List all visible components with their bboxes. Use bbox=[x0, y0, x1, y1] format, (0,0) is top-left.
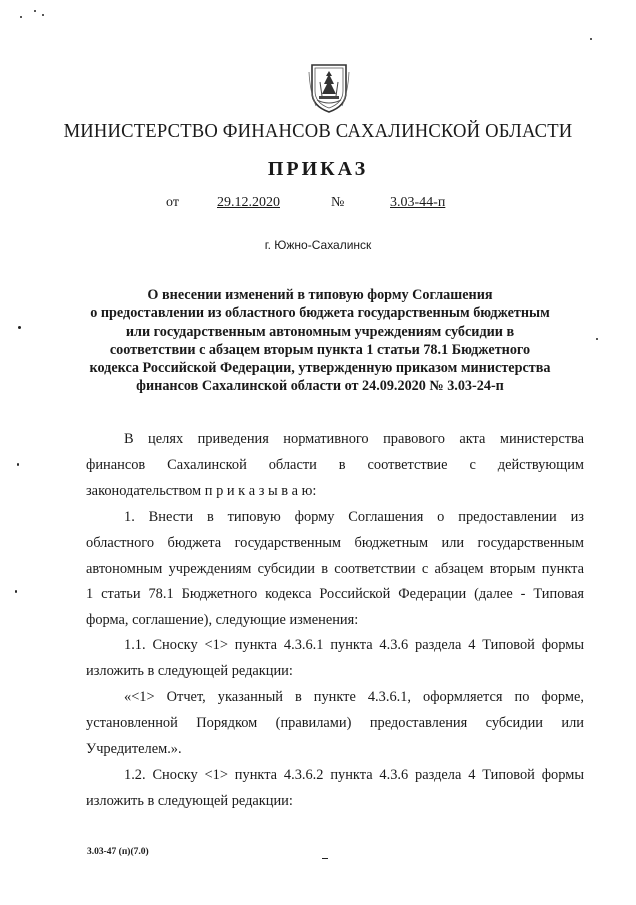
text-line: изложить в следующей редакции: bbox=[86, 792, 293, 809]
text-line: областного бюджета государственным бюджетным или государственным bbox=[86, 534, 584, 551]
scan-speck bbox=[42, 14, 44, 16]
city: г. Южно-Сахалинск bbox=[264, 238, 372, 252]
paragraph-item-1-2 bbox=[86, 763, 584, 815]
text-line: 1.2. Сноску <1> пункта 4.3.6.2 пункта 4.3.6 раздела 4 Типовой формы bbox=[124, 767, 584, 783]
heading-line: или государственным автономным учреждениям субсидии в bbox=[125, 323, 515, 340]
text-line: 1 статьи 78.1 Бюджетного кодекса Российской Федерации (далее - Типовая bbox=[86, 586, 584, 603]
heading-line: кодекса Российской Федерации, утвержденную приказом министерства bbox=[89, 360, 551, 377]
number-label: № bbox=[331, 195, 345, 210]
text-line: В целях приведения нормативного правового акта министерства bbox=[124, 431, 584, 447]
text-line: изложить в следующей редакции: bbox=[86, 662, 293, 679]
scan-speck bbox=[20, 16, 22, 18]
paragraph-preamble bbox=[86, 427, 584, 504]
text-line: финансов Сахалинской области в соответствие с действующим bbox=[86, 456, 584, 473]
scan-speck bbox=[590, 38, 592, 40]
scan-speck bbox=[322, 858, 328, 859]
text-line: 1. Внести в типовую форму Соглашения о предоставлении из bbox=[124, 509, 584, 525]
scan-speck bbox=[18, 326, 21, 329]
document-type: ПРИКАЗ bbox=[267, 158, 369, 180]
heading-line: соответствии с абзацем вторым пункта 1 статьи 78.1 Бюджетного bbox=[109, 341, 531, 358]
heading-line: о предоставлении из областного бюджета государственным бюджетным bbox=[90, 305, 550, 322]
order-number: 3.03-44-п bbox=[390, 195, 446, 210]
text-line: «<1> Отчет, указанный в пункте 4.3.6.1, оформляется по форме, bbox=[124, 689, 584, 705]
ministry-name: МИНИСТЕРСТВО ФИНАНСОВ САХАЛИНСКОЙ ОБЛАСТИ bbox=[63, 120, 573, 142]
text-line: форма, соглашение), следующие изменения: bbox=[86, 612, 359, 629]
heading-line: О внесении изменений в типовую форму Соглашения bbox=[147, 287, 493, 303]
paragraph-item-1 bbox=[86, 505, 584, 634]
scan-speck bbox=[17, 463, 19, 466]
form-code: 3.03-47 (п)(7.0) bbox=[87, 847, 149, 857]
text-line: установленной Порядком (правилами) предоставления субсидии или bbox=[86, 714, 584, 731]
scan-speck bbox=[596, 338, 598, 340]
text-line: автономным учреждениям субсидии в соответствии с абзацем вторым пункта bbox=[86, 560, 584, 577]
paragraph-item-1-1 bbox=[86, 633, 584, 685]
paragraph-quote bbox=[86, 685, 584, 762]
date-label: от bbox=[166, 195, 179, 210]
heading-line: финансов Сахалинской области от 24.09.2020 № 3.03-24-п bbox=[136, 378, 504, 395]
text-line: Учредителем.». bbox=[86, 740, 182, 757]
scan-speck bbox=[15, 590, 17, 593]
scan-speck bbox=[34, 10, 36, 12]
order-heading bbox=[72, 286, 568, 396]
coat-of-arms-emblem bbox=[308, 62, 350, 114]
order-date: 29.12.2020 bbox=[217, 195, 280, 210]
text-line: 1.1. Сноску <1> пункта 4.3.6.1 пункта 4.3.6 раздела 4 Типовой формы bbox=[124, 637, 584, 653]
text-line: законодательством п р и к а з ы в а ю: bbox=[86, 482, 317, 499]
